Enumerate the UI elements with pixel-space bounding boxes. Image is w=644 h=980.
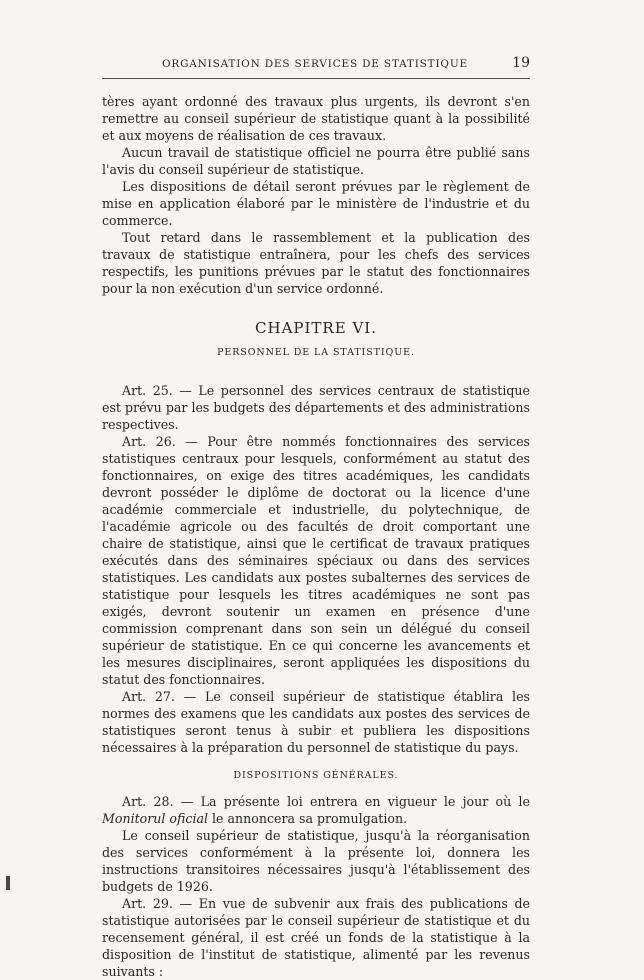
- paragraph-continuation: tères ayant ordonné des travaux plus urgents, ils devront s'en remettre au conseil supérieur de statistique quant à la possibilité et aux moyens de réalisation de ces travaux.: [102, 94, 530, 143]
- body-text: [102, 93, 530, 980]
- page-number: 19: [512, 55, 530, 71]
- scan-edge-mark: [6, 876, 10, 890]
- article-28-publication-name: Monitorul oficial: [102, 811, 209, 826]
- article-27: Art. 27. — Le conseil supérieur de statistique établira les normes des examens que les candidats aux postes des services de statistiques seront tenus à subir et publiera les dispositions nécessaires à la préparation du personnel de statistique du pays.: [102, 689, 530, 755]
- section-heading: DISPOSITIONS GÉNÉRALES.: [233, 770, 399, 781]
- running-title: ORGANISATION DES SERVICES DE STATISTIQUE: [162, 58, 468, 70]
- paragraph-detail-dispositions: Les dispositions de détail seront prévues par le règlement de mise en application élaboré par le ministère de l'industrie et du commerce.: [102, 179, 530, 228]
- article-25: Art. 25. — Le personnel des services centraux de statistique est prévu par les budgets des départements et des administrations respectives.: [102, 383, 530, 432]
- paragraph-delay-sanctions: Tout retard dans le rassemblement et la publication des travaux de statistique entraînera, pour les chefs des services respectifs, les punitions prévues par le statut des fonctionnaires pour la non exécution d'un service ordonné.: [102, 230, 530, 296]
- paragraph-publication-rule: Aucun travail de statistique officiel ne pourra être publié sans l'avis du conseil supérieur de statistique.: [102, 145, 530, 177]
- chapter-subtitle: PERSONNEL DE LA STATISTIQUE.: [217, 347, 415, 358]
- paragraph-transitional-instructions: Le conseil supérieur de statistique, jusqu'à la réorganisation des services conformément à la présente loi, donnera les instructions transitoires nécessaires jusqu'à l'établissement des budgets de 1926.: [102, 828, 530, 894]
- article-28: [102, 793, 530, 827]
- page-header: [102, 56, 530, 79]
- chapter-title: CHAPITRE VI.: [255, 319, 377, 337]
- article-28-text-end: le annoncera sa promulgation.: [208, 811, 408, 826]
- article-29: Art. 29. — En vue de subvenir aux frais des publications de statistique autorisées par le conseil supérieur de statistique et du recensement général, il est créé un fonds de la statistique à la disposition de l'institut de statistique, alimenté par les revenus suivants :: [102, 896, 530, 979]
- article-26: Art. 26. — Pour être nommés fonctionnaires des services statistiques centraux pour lesquels, conformément au statut des fonctionnaires, on exige des titres académiques, les candidats devront posséder le diplôme de doctorat ou la licence d'une académie commerciale et industrielle, du polytechnique, de l'académie agricole ou des facultés de droit comportant une chaire de statistique, ainsi que le certificat de travaux pratiques exécutés dans des séminaires spéciaux ou dans des services statistiques. Les candidats aux postes subalternes des services de statistique pour lesquels les titres académiques ne sont pas exigés, devront soutenir un examen en présence d'une commission comprenant dans son sein un délégué du conseil supérieur de statistique. En ce qui concerne les avancements et les mesures disciplinaires, seront appliquées les dispositions du statut des fonctionnaires.: [102, 434, 530, 687]
- article-28-text: Art. 28. — La présente loi entrera en vigueur le jour où le: [122, 794, 530, 809]
